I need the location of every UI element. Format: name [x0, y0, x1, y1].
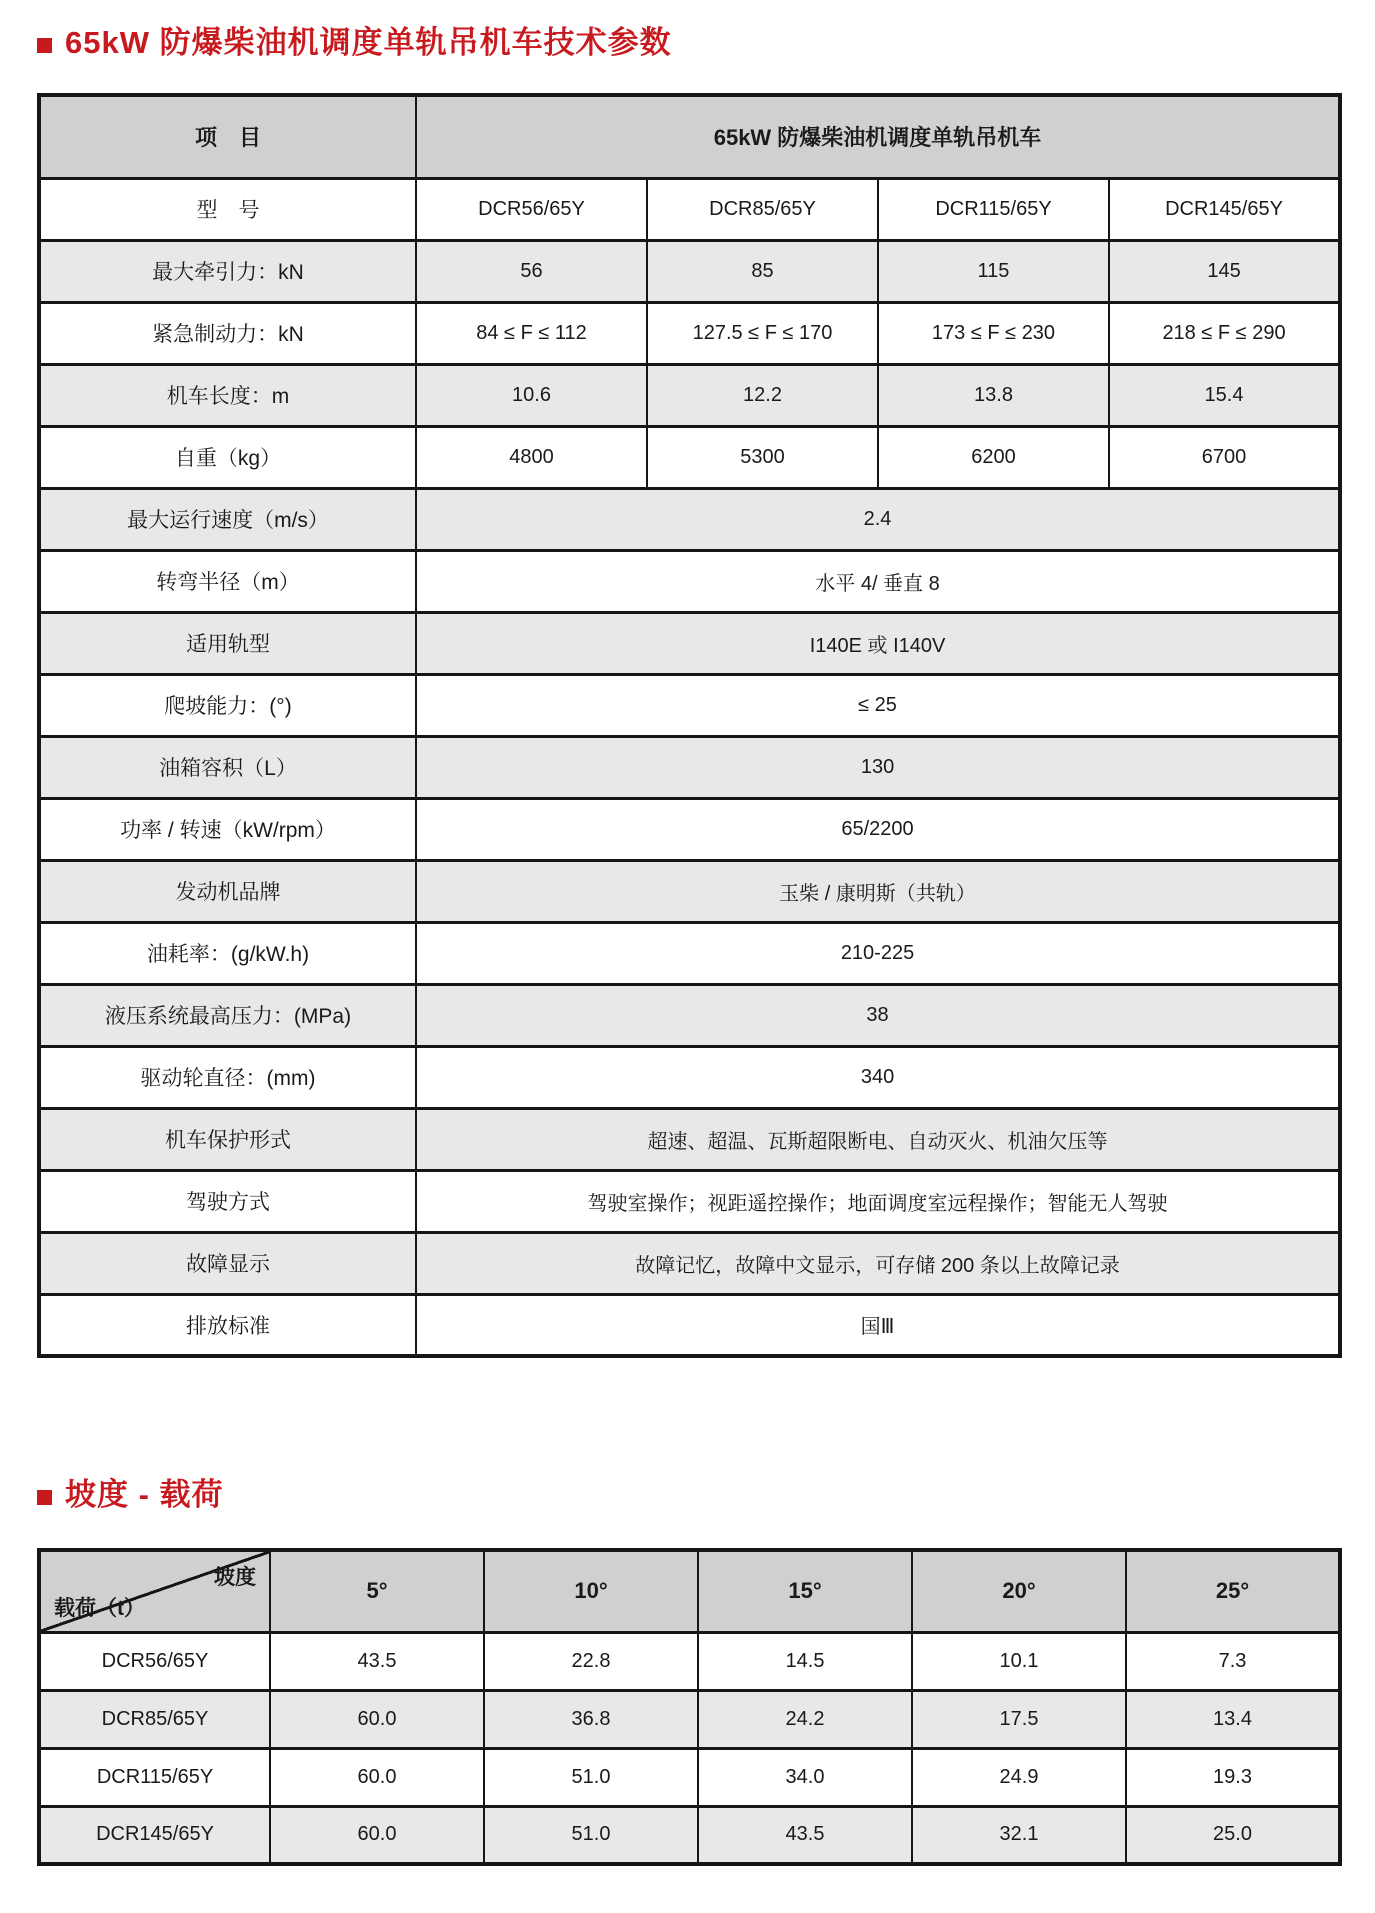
spec-row-label: 最大运行速度（m/s） — [39, 488, 416, 550]
load-value: 19.3 — [1126, 1748, 1340, 1806]
spec-value: 6700 — [1109, 426, 1340, 488]
load-value: 34.0 — [698, 1748, 912, 1806]
spec-row-label: 最大牵引力：kN — [39, 240, 416, 302]
spec-row-turn-radius — [39, 550, 1340, 612]
model-cell: DCR85/65Y — [39, 1690, 270, 1748]
spec-value-merged: 2.4 — [416, 488, 1340, 550]
spec-value: 145 — [1109, 240, 1340, 302]
spec-row-label: 机车保护形式 — [39, 1108, 416, 1170]
spec-value-merged: 玉柴 / 康明斯（共轨） — [416, 860, 1340, 922]
load-table — [37, 1548, 1342, 1866]
spec-value-merged: 驾驶室操作；视距遥控操作；地面调度室远程操作；智能无人驾驶 — [416, 1170, 1340, 1232]
load-value: 24.2 — [698, 1690, 912, 1748]
load-value: 51.0 — [484, 1806, 698, 1864]
spec-value-merged: 38 — [416, 984, 1340, 1046]
load-value: 25.0 — [1126, 1806, 1340, 1864]
spec-row-gradeability — [39, 674, 1340, 736]
spec-value-merged: 130 — [416, 736, 1340, 798]
spec-header-item: 项 目 — [39, 95, 416, 178]
specs-title-text: 65kW 防爆柴油机调度单轨吊机车技术参数 — [65, 25, 672, 60]
spec-row-protection — [39, 1108, 1340, 1170]
spec-row-traction — [39, 240, 1340, 302]
spec-row-hydraulic-pressure — [39, 984, 1340, 1046]
spec-row-fault-display — [39, 1232, 1340, 1294]
model-cell: DCR56/65Y — [39, 1632, 270, 1690]
spec-value: 4800 — [416, 426, 647, 488]
load-value: 17.5 — [912, 1690, 1126, 1748]
spec-row-label: 适用轨型 — [39, 612, 416, 674]
spec-value: 218 ≤ F ≤ 290 — [1109, 302, 1340, 364]
red-square-bullet-icon — [37, 1490, 52, 1505]
load-value: 51.0 — [484, 1748, 698, 1806]
spec-row-label: 紧急制动力：kN — [39, 302, 416, 364]
spec-row-weight — [39, 426, 1340, 488]
model-cell: DCR145/65Y — [39, 1806, 270, 1864]
spec-row-label: 机车长度：m — [39, 364, 416, 426]
load-value: 43.5 — [698, 1806, 912, 1864]
spec-row-rail-type — [39, 612, 1340, 674]
section-title-specs — [37, 26, 1338, 60]
spec-value: 10.6 — [416, 364, 647, 426]
slope-axis-label: 坡度 — [214, 1566, 256, 1590]
spec-value-merged: I140E 或 I140V — [416, 612, 1340, 674]
spec-value: 13.8 — [878, 364, 1109, 426]
spec-row-power-speed — [39, 798, 1340, 860]
degree-header: 15° — [698, 1550, 912, 1632]
spec-value-merged: 超速、超温、瓦斯超限断电、自动灭火、机油欠压等 — [416, 1108, 1340, 1170]
model-cell: DCR115/65Y — [39, 1748, 270, 1806]
spec-row-label: 驱动轮直径：(mm) — [39, 1046, 416, 1108]
spec-row-emission — [39, 1294, 1340, 1356]
spec-value: 15.4 — [1109, 364, 1340, 426]
load-row — [39, 1632, 1340, 1690]
spec-row-tank-capacity — [39, 736, 1340, 798]
spec-header-product: 65kW 防爆柴油机调度单轨吊机车 — [416, 95, 1340, 178]
spec-value: 56 — [416, 240, 647, 302]
spec-value-merged: 340 — [416, 1046, 1340, 1108]
spec-row-max-speed — [39, 488, 1340, 550]
spec-value: DCR115/65Y — [878, 178, 1109, 240]
spec-value: 84 ≤ F ≤ 112 — [416, 302, 647, 364]
load-row — [39, 1690, 1340, 1748]
spec-row-label: 排放标准 — [39, 1294, 416, 1356]
load-value: 13.4 — [1126, 1690, 1340, 1748]
load-value: 43.5 — [270, 1632, 484, 1690]
spec-value: DCR85/65Y — [647, 178, 878, 240]
degree-header: 5° — [270, 1550, 484, 1632]
load-value: 36.8 — [484, 1690, 698, 1748]
spec-value-merged: 故障记忆，故障中文显示，可存储 200 条以上故障记录 — [416, 1232, 1340, 1294]
load-value: 14.5 — [698, 1632, 912, 1690]
spec-row-label: 爬坡能力：(°) — [39, 674, 416, 736]
load-header-row — [39, 1550, 1340, 1632]
spec-value-merged: 65/2200 — [416, 798, 1340, 860]
spec-row-label: 转弯半径（m） — [39, 550, 416, 612]
spec-row-engine-brand — [39, 860, 1340, 922]
spec-row-label: 自重（kg） — [39, 426, 416, 488]
degree-header: 25° — [1126, 1550, 1340, 1632]
spec-row-driving-mode — [39, 1170, 1340, 1232]
spec-table — [37, 93, 1342, 1358]
load-value: 10.1 — [912, 1632, 1126, 1690]
spec-row-drive-wheel — [39, 1046, 1340, 1108]
spec-value-merged: 国Ⅲ — [416, 1294, 1340, 1356]
spec-value: 173 ≤ F ≤ 230 — [878, 302, 1109, 364]
load-value: 60.0 — [270, 1806, 484, 1864]
spec-row-label: 型 号 — [39, 178, 416, 240]
load-value: 24.9 — [912, 1748, 1126, 1806]
spec-value: DCR145/65Y — [1109, 178, 1340, 240]
spec-value: 12.2 — [647, 364, 878, 426]
load-value: 60.0 — [270, 1748, 484, 1806]
spec-row-label: 油耗率：(g/kW.h) — [39, 922, 416, 984]
spec-row-label: 油箱容积（L） — [39, 736, 416, 798]
spec-row-label: 故障显示 — [39, 1232, 416, 1294]
spec-row-label: 驾驶方式 — [39, 1170, 416, 1232]
spec-value: 127.5 ≤ F ≤ 170 — [647, 302, 878, 364]
spec-value-merged: 210-225 — [416, 922, 1340, 984]
degree-header: 10° — [484, 1550, 698, 1632]
spec-row-label: 发动机品牌 — [39, 860, 416, 922]
load-axis-label: 载荷（t） — [54, 1596, 145, 1620]
spec-value-merged: 水平 4/ 垂直 8 — [416, 550, 1340, 612]
red-square-bullet-icon — [37, 38, 52, 53]
load-row — [39, 1748, 1340, 1806]
load-title-text: 坡度 - 载荷 — [65, 1477, 224, 1513]
spec-value: 6200 — [878, 426, 1109, 488]
diagonal-corner-cell — [39, 1550, 270, 1632]
spec-value: 85 — [647, 240, 878, 302]
spec-row-model — [39, 178, 1340, 240]
load-value: 60.0 — [270, 1690, 484, 1748]
spec-value: 5300 — [647, 426, 878, 488]
spec-value-merged: ≤ 25 — [416, 674, 1340, 736]
section-title-load — [37, 1478, 1338, 1512]
load-row — [39, 1806, 1340, 1864]
spec-header-row — [39, 95, 1340, 178]
spec-value: 115 — [878, 240, 1109, 302]
spec-row-length — [39, 364, 1340, 426]
spec-row-braking — [39, 302, 1340, 364]
load-value: 22.8 — [484, 1632, 698, 1690]
spec-row-label: 功率 / 转速（kW/rpm） — [39, 798, 416, 860]
spec-row-fuel-consumption — [39, 922, 1340, 984]
spec-row-label: 液压系统最高压力：(MPa) — [39, 984, 416, 1046]
spec-value: DCR56/65Y — [416, 178, 647, 240]
load-value: 32.1 — [912, 1806, 1126, 1864]
degree-header: 20° — [912, 1550, 1126, 1632]
load-value: 7.3 — [1126, 1632, 1340, 1690]
